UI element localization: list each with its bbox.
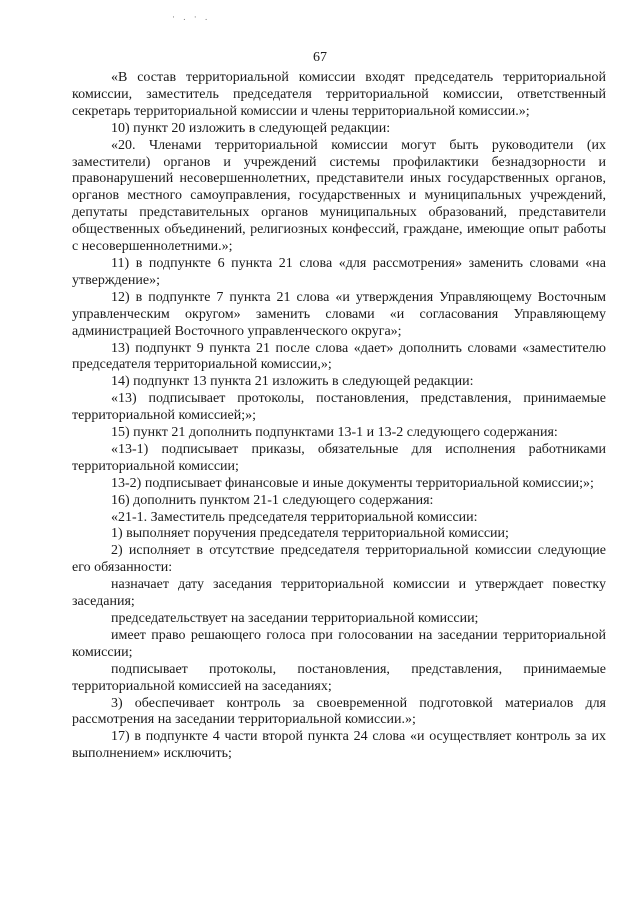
paragraph: 14) подпункт 13 пункта 21 изложить в следующей редакции:	[111, 374, 474, 390]
paragraph: 15) пункт 21 дополнить подпунктами 13-1 и 13-2 следующего содержания:	[111, 425, 558, 441]
paragraph: председательствует на заседании территориальной комиссии;	[111, 611, 479, 626]
paragraph: 17) в подпункте 4 части второй пункта 24 слова «и осуществляет контроль за их выполнением» исключить;	[72, 729, 606, 762]
paragraph: 16) дополнить пунктом 21-1 следующего содержания:	[111, 492, 434, 508]
page-number: 67	[313, 50, 327, 65]
paragraph: 12) в подпункте 7 пункта 21 слова «и утверждения Управляющему Восточным управленческим округом» заменить словами «и согласования Управляющему администрацией Восточного управленческого округа»;	[72, 289, 606, 339]
paragraph: 1) выполняет поручения председателя территориальной комиссии;	[111, 526, 509, 542]
paragraph: «20. Членами территориальной комиссии могут быть руководители (их заместители) органов и учреждений системы профилактики безнадзорности и правонарушений несовершеннолетних, представители иных государственных органов, органов местного самоуправления, государственных и муниципальных учреждений, депутаты представительных органов муниципальных образований, представители общественных объединений, религиозных конфессий, граждане, имеющие опыт работы с несовершеннолетними.»;	[72, 137, 606, 255]
document-body	[72, 70, 606, 763]
paragraph: «13) подписывает протоколы, постановления, представления, принимаемые территориальной комиссией;»;	[72, 391, 606, 424]
paragraph: «В состав территориальной комиссии входят председатель территориальной комиссии, заместитель председателя территориальной комиссии, ответственный секретарь территориальной комиссии и члены территориальной комиссии.»;	[72, 70, 606, 119]
paragraph: имеет право решающего голоса при голосовании на заседании территориальной комиссии;	[72, 627, 606, 660]
paragraph: 13) подпункт 9 пункта 21 после слова «дает» дополнить словами «заместителю председателя территориальной комиссии,»;	[72, 340, 606, 373]
scan-marks: · . · .	[172, 12, 211, 22]
paragraph: «13-1) подписывает приказы, обязательные для исполнения работниками территориальной комиссии;	[72, 441, 606, 474]
paragraph: 2) исполняет в отсутствие председателя территориальной комиссии следующие его обязанности:	[72, 543, 606, 576]
paragraph: 11) в подпункте 6 пункта 21 слова «для рассмотрения» заменить словами «на утверждение»;	[72, 255, 606, 288]
paragraph: подписывает протоколы, постановления, представления, принимаемые территориальной комиссией на заседаниях;	[72, 661, 606, 694]
paragraph: 10) пункт 20 изложить в следующей редакции:	[111, 120, 391, 136]
paragraph: 13-2) подписывает финансовые и иные документы территориальной комиссии;»;	[111, 475, 594, 491]
paragraph: 3) обеспечивает контроль за своевременной подготовкой материалов для рассмотрения на заседании территориальной комиссии.»;	[72, 695, 606, 728]
paragraph: «21-1. Заместитель председателя территориальной комиссии:	[111, 509, 478, 525]
paragraph: назначает дату заседания территориальной комиссии и утверждает повестку заседания;	[72, 577, 606, 610]
